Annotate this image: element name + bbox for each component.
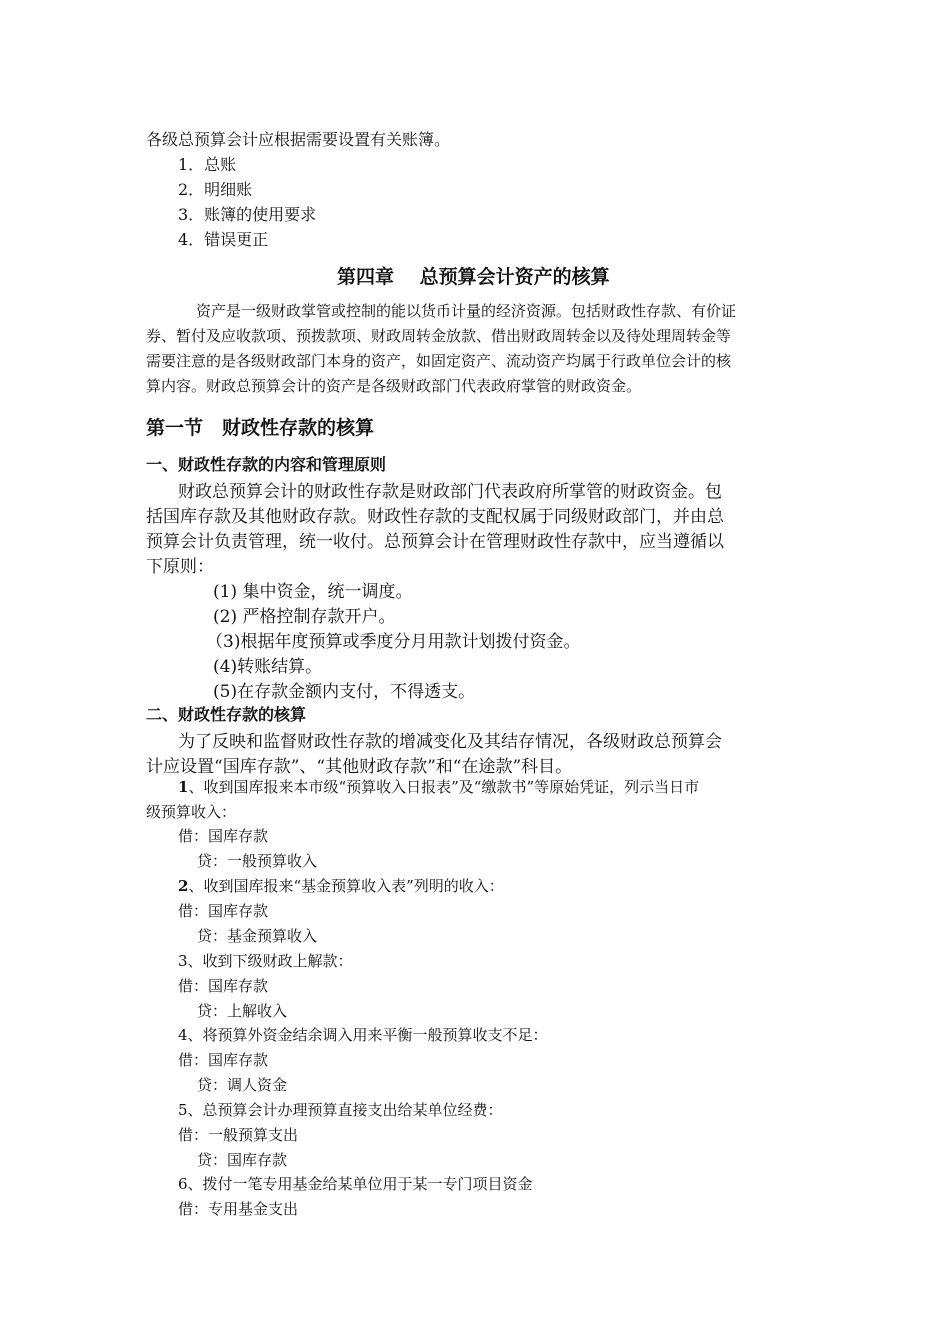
entry-2-text: 、收到国库报来“基金预算收入表”列明的收入： [188,877,504,895]
entry-2-debit: 借：国库存款 [178,902,269,920]
entry-4-line-1: 4、将预算外资金结余调入用来平衡一般预算收支不足： [178,1026,548,1044]
entry-5-credit: 贷：国库存款 [197,1151,288,1169]
subsection-1-para-line-1: 财政总预算会计的财政性存款是财政部门代表政府所掌管的财政资金。包 [178,482,722,502]
chapter-title: 第四章 总预算会计资产的核算 [337,266,610,288]
entry-1-line-1 [178,776,699,797]
subsection-2-para-line-2: 计应设置“国库存款”、“其他财政存款”和“在途款”科目。 [146,757,573,777]
entry-1-debit: 借：国库存款 [178,827,269,845]
subsection-2-title: 二、财政性存款的核算 [146,705,307,724]
entry-6-line-1: 6、拨付一笔专用基金给某单位用于某一专门项目资金 [178,1175,533,1193]
principle-5: (5)在存款金额内支付，不得透支。 [213,682,476,702]
entry-6-debit: 借：专用基金支出 [178,1200,299,1218]
entry-3-credit: 贷：上解收入 [197,1002,288,1020]
entry-1-line-2: 级预算收入： [146,803,237,821]
entry-1-text: 、收到国库报来本市级“预算收入日报表”及“缴款书”等原始凭证，列示当日市 [188,778,700,796]
ledger-item-4: 4．错误更正 [178,230,269,249]
chapter-intro-line-4: 算内容。财政总预算会计的资产是各级财政部门代表政府掌管的财政资金。 [146,377,642,395]
subsection-1-para-line-4: 下原则： [146,557,214,577]
entry-3-line-1: 3、收到下级财政上解款： [178,952,353,970]
section-title: 第一节 财政性存款的核算 [146,417,375,439]
entry-1-credit: 贷：一般预算收入 [197,852,318,870]
chapter-intro-line-1: 资产是一级财政掌管或控制的能以货币计量的经济资源。包括财政性存款、有价证 [196,302,737,320]
chapter-intro-line-2: 券、暂付及应收款项、预拨款项、财政周转金放款、借出财政周转金以及待处理周转金等 [146,327,732,345]
entry-4-debit: 借：国库存款 [178,1051,269,1069]
ledger-item-3: 3．账簿的使用要求 [178,205,317,224]
entry-5-debit: 借：一般预算支出 [178,1126,299,1144]
ledger-item-1: 1．总账 [178,155,237,174]
entry-2-number: 2 [178,877,189,895]
entry-3-debit: 借：国库存款 [178,977,269,995]
principle-2: (2) 严格控制存款开户。 [213,607,396,627]
subsection-1-para-line-2: 括国库存款及其他财政存款。财政性存款的支配权属于同级财政部门，并由总 [146,507,724,527]
subsection-1-para-line-3: 预算会计负责管理，统一收付。总预算会计在管理财政性存款中，应当遵循以 [146,532,724,552]
chapter-intro-line-3: 需要注意的是各级财政部门本身的资产，如固定资产、流动资产均属于行政单位会计的核 [146,352,732,370]
entry-5-line-1: 5、总预算会计办理预算直接支出给某单位经费： [178,1101,503,1119]
entry-1-number: 1 [178,778,189,796]
subsection-1-title: 一、财政性存款的内容和管理原则 [146,455,387,474]
intro-line: 各级总预算会计应根据需要设置有关账簿。 [146,130,451,149]
principle-1: (1) 集中资金，统一调度。 [213,582,413,602]
principle-3: （3)根据年度预算或季度分月用款计划拨付资金。 [206,632,581,652]
entry-4-credit: 贷：调人资金 [197,1076,288,1094]
subsection-2-para-line-1: 为了反映和监督财政性存款的增减变化及其结存情况，各级财政总预算会 [178,732,722,752]
entry-2-line-1 [178,875,504,896]
entry-2-credit: 贷：基金预算收入 [197,927,318,945]
principle-4: (4)转账结算。 [213,657,323,677]
ledger-item-2: 2．明细账 [178,180,253,199]
